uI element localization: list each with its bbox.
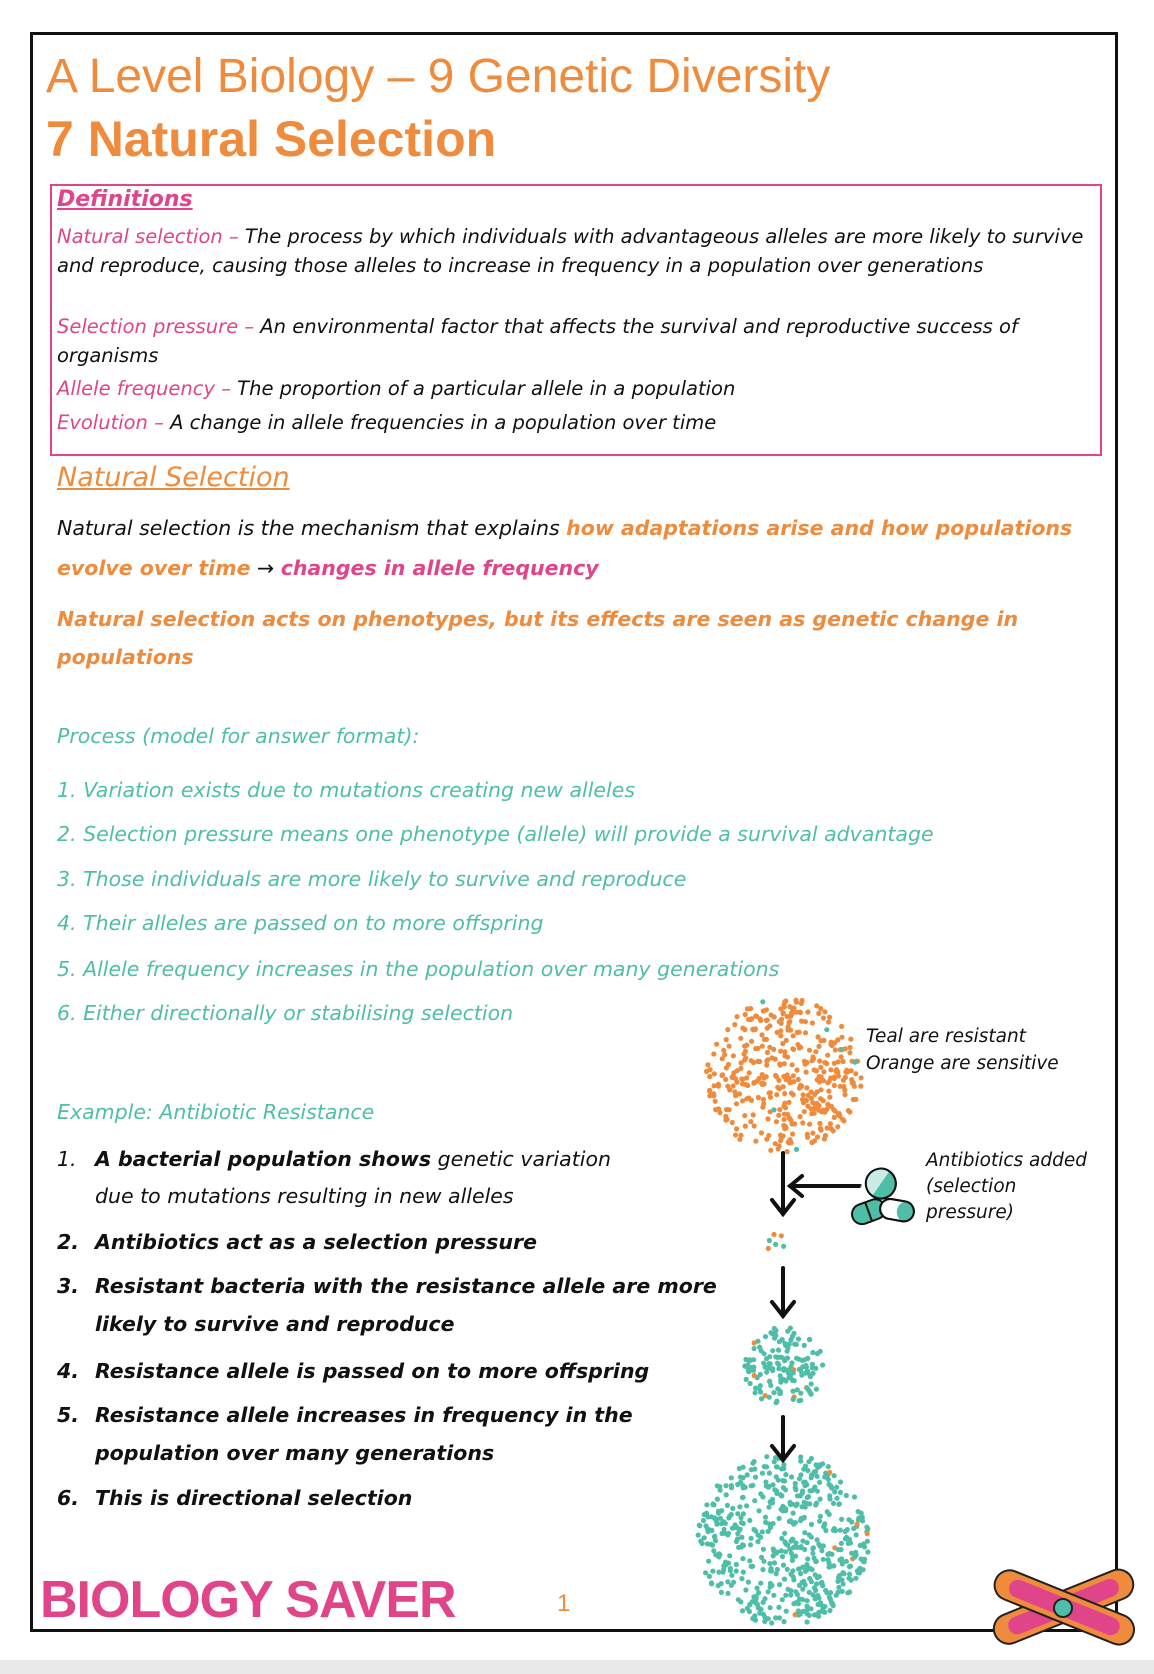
example-step-5-line-2: population over many generations [95, 1441, 495, 1465]
antibiotic-label-2: (selection [926, 1176, 1017, 1197]
step-text: Resistant bacteria with the resistance allele are more [95, 1274, 717, 1298]
page-title: A Level Biology – 9 Genetic Diversity [46, 50, 831, 103]
step-number: 3. [57, 1274, 80, 1298]
bottom-strip [0, 1660, 1154, 1674]
process-step: 1. Variation exists due to mutations creating new alleles [57, 778, 636, 802]
example-step-6 [57, 1486, 412, 1510]
antibiotic-label-3: pressure) [926, 1202, 1014, 1223]
process-step: 2. Selection pressure means one phenotype (allele) will provide a survival advantage [57, 822, 934, 846]
process-step: 5. Allele frequency increases in the population over many generations [57, 957, 780, 981]
step-text: Resistance allele increases in frequency in the [95, 1403, 633, 1427]
definition-term: Allele frequency – [57, 377, 231, 400]
natural-selection-heading: Natural Selection [57, 462, 290, 493]
biology-saver-logo: BIOLOGY SAVER [40, 1571, 456, 1629]
intro-arrow: → [250, 556, 281, 580]
intro-highlight: how adaptations arise and how populations evolve over time [57, 516, 1073, 580]
intro-text: Natural selection is the mechanism that explains [57, 516, 567, 540]
page-number: 1 [557, 1590, 571, 1617]
step-number: 6. [57, 1486, 80, 1510]
natural-selection-intro [57, 508, 1077, 588]
step-text: Antibiotics act as a selection pressure [95, 1230, 537, 1254]
definition-natural-selection [57, 222, 1097, 280]
definition-term: Selection pressure – [57, 315, 255, 338]
example-step-3-line-2: likely to survive and reproduce [95, 1312, 455, 1336]
definition-term: Evolution – [57, 411, 164, 434]
example-step-1-line-2: due to mutations resulting in new alleles [95, 1184, 514, 1208]
definition-term: Natural selection – [57, 225, 239, 248]
intro-allele-change: changes in allele frequency [280, 556, 599, 580]
legend-orange: Orange are sensitive [866, 1053, 1059, 1074]
definition-allele-frequency [57, 374, 1097, 403]
process-step: 6. Either directionally or stabilising selection [57, 1001, 514, 1025]
step-number: 4. [57, 1359, 80, 1383]
phenotype-note: Natural selection acts on phenotypes, but its effects are seen as genetic change in populations [57, 607, 1019, 669]
process-step: 4. Their alleles are passed on to more offspring [57, 911, 544, 935]
example-step-3 [57, 1274, 717, 1298]
definition-evolution [57, 408, 1097, 437]
step-number: 5. [57, 1403, 80, 1427]
step-text: genetic variation [431, 1147, 611, 1171]
example-step-1 [57, 1147, 611, 1171]
step-number: 1. [57, 1147, 77, 1171]
definition-text: An environmental factor that affects the survival and reproductive success of organisms [57, 315, 1018, 367]
page-subtitle: 7 Natural Selection [46, 111, 497, 167]
step-bold-text: A bacterial population shows [95, 1147, 432, 1171]
step-text: Resistance allele is passed on to more offspring [95, 1359, 650, 1383]
antibiotic-label-1: Antibiotics added [926, 1150, 1088, 1171]
step-text: This is directional selection [95, 1486, 413, 1510]
definition-text: A change in allele frequencies in a population over time [163, 411, 717, 434]
step-number: 2. [57, 1230, 80, 1254]
example-step-2 [57, 1230, 537, 1254]
process-step: 3. Those individuals are more likely to survive and reproduce [57, 867, 687, 891]
definition-text: The process by which individuals with advantageous alleles are more likely to survive and reproduce, causing those alleles to increase in frequency in a population over generations [57, 225, 1084, 277]
definition-selection-pressure [57, 312, 1097, 370]
example-heading: Example: Antibiotic Resistance [57, 1100, 375, 1124]
legend-teal: Teal are resistant [866, 1026, 1026, 1047]
definitions-heading: Definitions [57, 187, 193, 212]
example-step-5 [57, 1403, 633, 1427]
example-step-4 [57, 1359, 649, 1383]
process-heading: Process (model for answer format): [57, 724, 420, 748]
definition-text: The proportion of a particular allele in a population [230, 377, 736, 400]
